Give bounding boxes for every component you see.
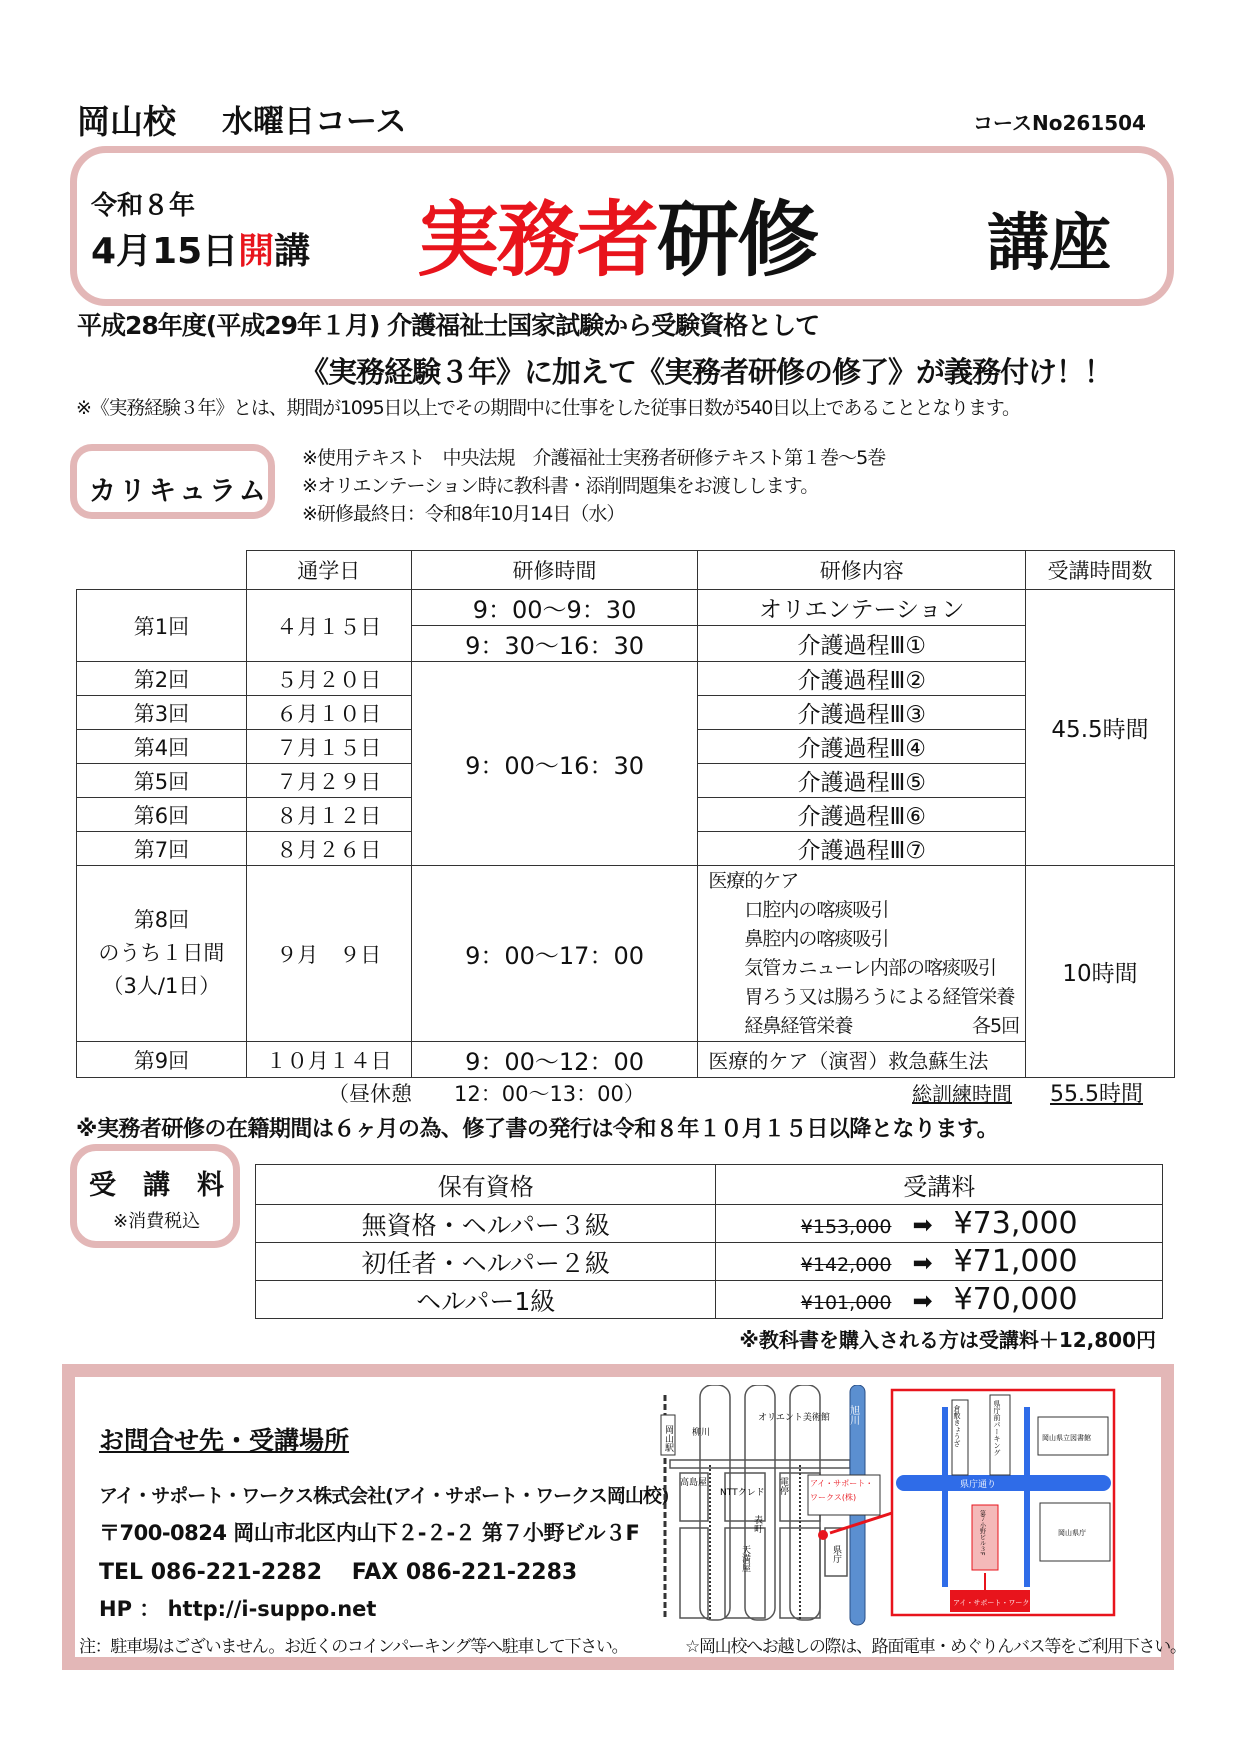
address: 〒700-0824 岡山市北区内山下２-２-２ 第７小野ビル３F [99,1521,640,1545]
table-row [77,590,1175,626]
session: 第6回 [77,798,247,832]
date: ７月１５日 [246,730,411,764]
content: 介護過程Ⅲ⑤ [698,764,1026,798]
content-count: 各5回 [971,1014,1020,1037]
content: 介護過程Ⅲ④ [698,730,1026,764]
fee-row [256,1281,1163,1319]
map-label: 表町 [752,1515,762,1533]
tax-note: ※消費税込 [113,1211,201,1232]
title-red: 実務者 [417,193,658,288]
total-label: 総訓練時間 [912,1082,1012,1106]
table-row [77,662,1175,696]
content-title: 医療的ケア [708,869,799,892]
session: 第5回 [77,764,247,798]
content-item: 口腔内の喀痰吸引 [744,898,889,921]
open-char: 開 [238,231,275,272]
session: 第2回 [77,662,247,696]
map-label: 電停 [778,1477,788,1495]
start-date [91,223,310,274]
fee-table [255,1164,1163,1319]
header-fee: 受講料 [716,1165,1163,1205]
banner-suffix: 講座 [987,206,1112,279]
date: ８月１２日 [246,798,411,832]
fee-row [256,1243,1163,1281]
date: ５月２０日 [246,662,411,696]
title-banner [70,146,1174,306]
map-label: 岡山駅 [663,1425,673,1452]
open-char2: 講 [274,231,311,272]
map-label: 柳川 [692,1428,711,1438]
contact-box [62,1364,1186,1670]
old-fee: ¥153,000 [800,1216,892,1238]
date: ９月 ９日 [246,866,411,1042]
map-label: 天満屋 [740,1545,750,1572]
map-label: 第７小野ビル３F [978,1510,986,1556]
date: ４月１５日 [246,590,411,662]
hours: 10時間 [1026,866,1175,1078]
time: 9：30〜16：30 [411,626,698,662]
map-label: 県庁 [831,1545,841,1563]
hours: 45.5時間 [1026,590,1175,866]
table-row [77,1042,1175,1078]
curriculum-note: ※研修最終日：令和8年10月14日（水） [302,503,625,525]
header-time: 研修時間 [411,551,698,590]
time: 9：00〜17：00 [411,866,698,1042]
intro-line1: 平成28年度(平成29年１月) 介護福祉士国家試験から受験資格として [77,311,820,340]
map-label: NTTクレド [720,1488,765,1498]
qualification: 無資格・ヘルパー３級 [256,1205,716,1243]
content: 介護過程Ⅲ⑦ [698,832,1026,866]
enrollment-note: ※実務者研修の在籍期間は６ヶ月の為、修了書の発行は令和８年１０月１５日以降となります。 [76,1117,999,1142]
banner-title [417,175,817,292]
fee [716,1281,1163,1319]
date: ６月１０日 [246,696,411,730]
time: 9：00〜12：00 [411,1042,698,1078]
old-fee: ¥142,000 [800,1254,892,1276]
curriculum-notes [302,444,885,528]
fee-row [256,1205,1163,1243]
content-item: 気管カニューレ内部の喀痰吸引 [744,956,997,979]
time: 9：00〜16：30 [411,662,698,866]
header-content: 研修内容 [698,551,1026,590]
access-map [660,1385,1165,1630]
new-fee: ¥70,000 [953,1282,1078,1317]
time: 9：00〜9：30 [411,590,698,626]
date: 4月15日 [91,231,239,272]
header-qualification: 保有資格 [256,1165,716,1205]
content-item: 経鼻経管栄養 [744,1014,853,1037]
map-label: アイ・サポート・ワークス(株) [810,1479,874,1502]
phone-fax: TEL 086-221-2282 FAX 086-221-2283 [99,1560,578,1585]
company-name: アイ・サポート・ワークス株式会社(アイ・サポート・ワークス岡山校) [99,1485,669,1507]
old-fee: ¥101,000 [800,1292,892,1314]
content: 介護過程Ⅲ② [698,662,1026,696]
content [698,866,1026,1042]
session: 第4回 [77,730,247,764]
parking-note: 注：駐車場はございません。お近くのコインパーキング等へ駐車して下さい。 [79,1637,628,1657]
curriculum-label-box [70,444,275,519]
content: 介護過程Ⅲ⑥ [698,798,1026,832]
content: 介護過程Ⅲ③ [698,696,1026,730]
session: 第1回 [77,590,247,662]
fee-label: 受 講 料 [89,1170,224,1201]
total-hours: 55.5時間 [1050,1082,1143,1107]
content: オリエンテーション [698,590,1026,626]
map-label: 旭川 [847,1405,859,1425]
content-item: 胃ろう又は腸ろうによる経管栄養 [744,985,1015,1008]
content-item: 鼻腔内の喀痰吸引 [744,927,889,950]
map-label: 倉敷きょうざ [953,1405,961,1447]
course-number: コースNo261504 [973,111,1146,135]
fee [716,1205,1163,1243]
date: １０月１４日 [246,1042,411,1078]
session: 第7回 [77,832,247,866]
fee [716,1243,1163,1281]
new-fee: ¥73,000 [953,1206,1078,1241]
website-link[interactable]: HP ： http://i-suppo.net [99,1597,377,1621]
course-name: 水曜日コース [222,104,407,140]
arrow-icon: ➡ [912,1287,933,1315]
intro-line2: 《実務経験３年》に加えて《実務者研修の修了》が義務付け！！ [300,355,1113,389]
header-date: 通学日 [246,551,411,590]
curriculum-note: ※オリエンテーション時に教科書・添削問題集をお渡しします。 [302,475,819,497]
session: 第9回 [77,1042,247,1078]
title-black: 研修 [657,193,818,288]
content-item-row [708,1012,1025,1041]
table-row [77,866,1175,1042]
contact-title: お問合せ先・受講場所 [99,1426,350,1455]
textbook-note: ※教科書を購入される方は受講料＋12,800円 [739,1328,1156,1352]
map-label: オリエント美術館 [758,1413,830,1423]
map-label: 県庁通り [960,1480,997,1490]
map-label: 県庁前パーキング [993,1400,1001,1456]
session-sub: （3人/1日） [102,974,221,998]
content: 医療的ケア（演習）救急蘇生法 [698,1042,1026,1078]
date: ８月２６日 [246,832,411,866]
content: 介護過程Ⅲ① [698,626,1026,662]
arrow-icon: ➡ [912,1249,933,1277]
qualification: 初任者・ヘルパー２級 [256,1243,716,1281]
fee-label-box [70,1144,240,1248]
lunch-break: （昼休憩 12：00〜13：00） [328,1082,645,1106]
map-label: アイ・サポート・ワークス岡山校 [953,1599,1058,1607]
school-name: 岡山校 [77,102,176,141]
map-note: ☆岡山校へお越しの際は、路面電車・めぐりんバス等をご利用下さい。 [685,1637,1186,1657]
date: ７月２９日 [246,764,411,798]
map-label: 岡山県庁 [1058,1529,1086,1537]
arrow-icon: ➡ [912,1211,933,1239]
session [77,866,247,1042]
header-hours: 受講時間数 [1026,551,1175,590]
era-year: 令和８年 [91,191,196,221]
map-label: 岡山県立図書館 [1042,1434,1091,1442]
schedule-table [76,550,1175,1078]
new-fee: ¥71,000 [953,1244,1078,1279]
curriculum-label: カリキュラム [89,476,269,507]
session-sub: のうち１日間 [98,941,225,965]
session-label: 第8回 [133,908,190,932]
curriculum-note: ※使用テキスト 中央法規 介護福祉士実務者研修テキスト第１巻〜5巻 [302,447,886,469]
session: 第3回 [77,696,247,730]
intro-note: ※《実務経験３年》とは、期間が1095日以上でその期間中に仕事をした従事日数が540日以上であることとなります。 [76,397,1020,419]
map-label: 高島屋 [680,1478,708,1488]
qualification: ヘルパー1級 [256,1281,716,1319]
